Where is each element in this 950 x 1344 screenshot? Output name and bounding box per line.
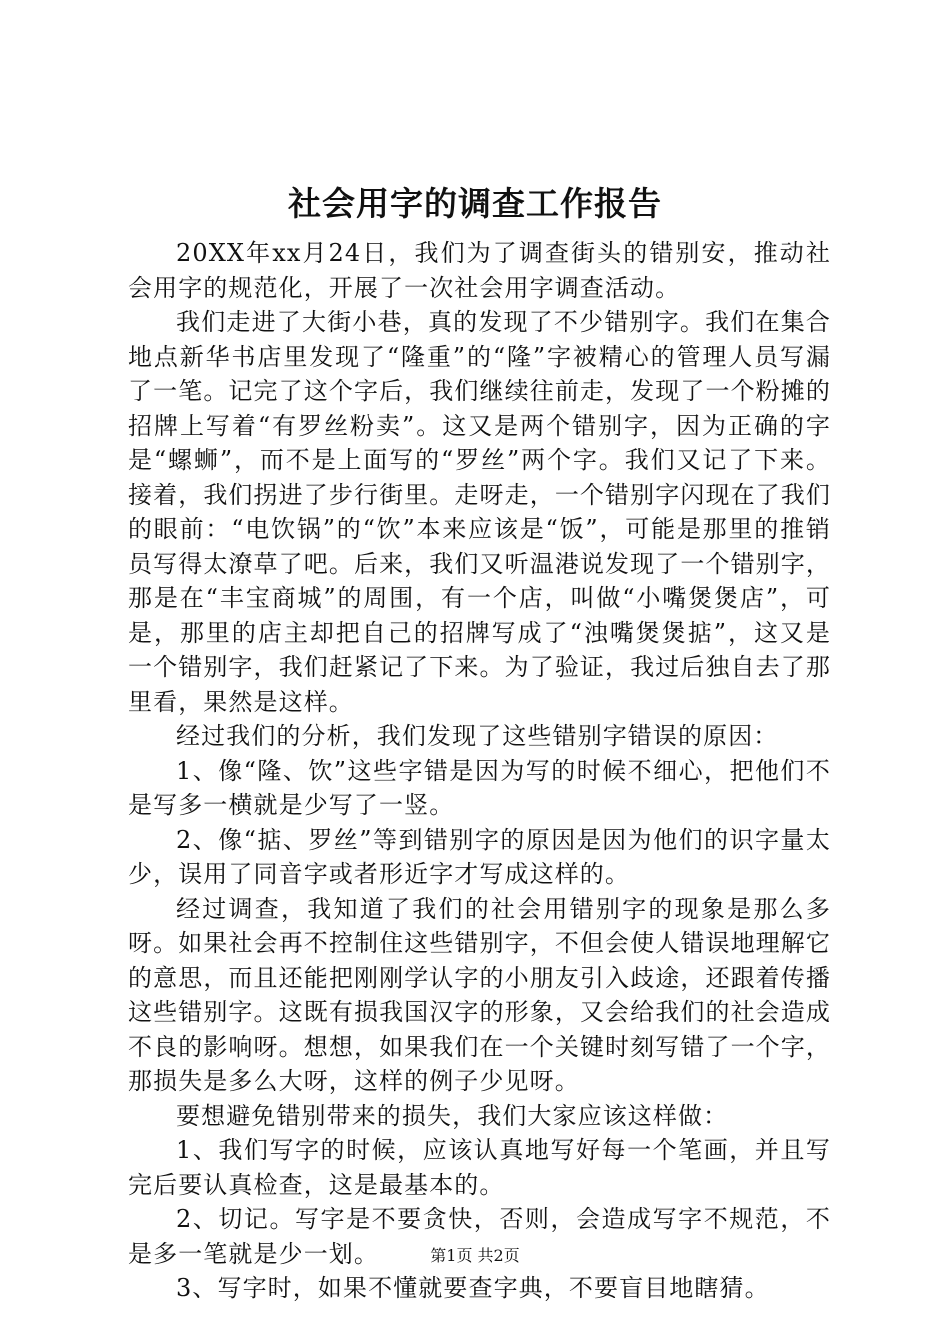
list-item: 1、像“隆、饮”这些字错是因为写的时候不细心，把他们不是写多一横就是少写了一竖。 xyxy=(128,756,831,819)
paragraph: 20XX年xx月24日，我们为了调查街头的错别安，推动社会用字的规范化，开展了一次社会用字调查活动。 xyxy=(128,239,831,302)
paragraph: 我们走进了大街小巷，真的发现了不少错别字。我们在集合地点新华书店里发现了“隆重”的“隆”字被精心的管理人员写漏了一笔。记完了这个字后，我们继续往前走，发现了一个粉摊的招牌上写着“有罗丝粉卖”。这又是两个错别字，因为正确的字是“螺蛳”，而不是上面写的“罗丝”两个字。我们又记了下来。接着，我们拐进了步行街里。走呀走，一个错别字闪现在了我们的眼前：“电饮锅”的“饮”本来应该是“饭”，可能是那里的推销员写得太潦草了吧。后来，我们又听温港说发现了一个错别字，那是在“丰宝商城”的周围，有一个店，叫做“小嘴煲煲店”，可是，那里的店主却把自己的招牌写成了“浊嘴煲煲掂”，这又是一个错别字，我们赶紧记了下来。为了验证，我过后独自去了那里看，果然是这样。 xyxy=(128,308,831,716)
list-item: 1、我们写字的时候，应该认真地写好每一个笔画，并且写完后要认真检查，这是最基本的。 xyxy=(128,1136,831,1199)
list-item: 2、像“掂、罗丝”等到错别字的原因是因为他们的识字量太少，误用了同音字或者形近字才写成这样的。 xyxy=(128,825,831,888)
document-body xyxy=(128,236,831,1306)
paragraph: 经过我们的分析，我们发现了这些错别字错误的原因： xyxy=(176,722,779,750)
paragraph: 要想避免错别带来的损失，我们大家应该这样做： xyxy=(176,1101,729,1130)
list-item: 2、切记。写字是不要贪快，否则，会造成写字不规范，不是多一笔就是少一划。 xyxy=(128,1205,831,1268)
list-item: 3、写字时，如果不懂就要查字典，不要盲目地瞎猜。 xyxy=(176,1274,770,1302)
paragraph: 经过调查，我知道了我们的社会用错别字的现象是那么多呀。如果社会再不控制住这些错别字，不但会使人错误地理解它的意思，而且还能把刚刚学认字的小朋友引入歧途，还跟着传播这些错别字。这既有损我国汉字的形象，又会给我们的社会造成不良的影响呀。想想，如果我们在一个关键时刻写错了一个字，那损失是多么大呀，这样的例子少见呀。 xyxy=(128,894,831,1095)
document-title: 社会用字的调查工作报告 xyxy=(288,184,662,223)
page-number-footer: 第1页 共2页 xyxy=(430,1246,520,1265)
